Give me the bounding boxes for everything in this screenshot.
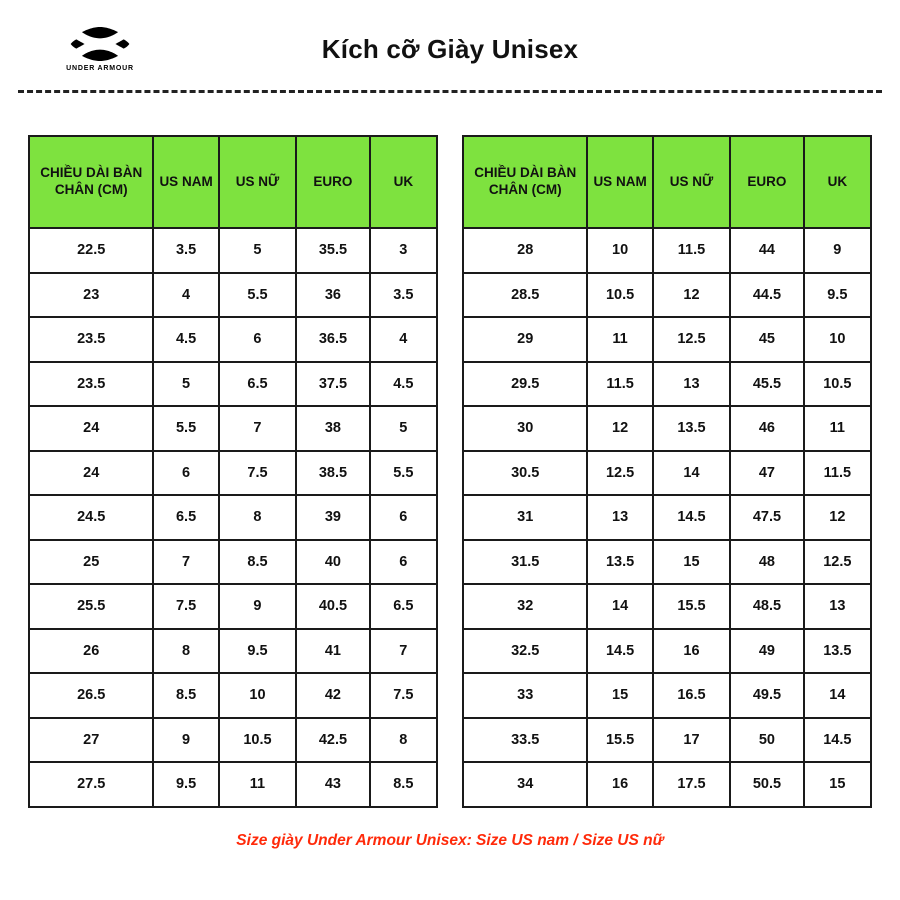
cell-euro: 41	[296, 629, 369, 674]
table-row	[29, 718, 437, 763]
cell-us-women: 6	[219, 317, 297, 362]
cell-us-women: 13.5	[653, 406, 731, 451]
cell-uk: 15	[804, 762, 871, 807]
cell-us-men: 11.5	[587, 362, 652, 407]
cell-us-women: 11	[219, 762, 297, 807]
cell-foot-length: 27	[29, 718, 153, 763]
cell-foot-length: 24.5	[29, 495, 153, 540]
cell-us-men: 4.5	[153, 317, 218, 362]
table-row	[29, 451, 437, 496]
table-header-row	[463, 136, 871, 228]
cell-us-women: 15	[653, 540, 731, 585]
column-header-us-women: US NỮ	[653, 136, 731, 228]
cell-uk: 5	[370, 406, 437, 451]
cell-euro: 38	[296, 406, 369, 451]
cell-us-men: 7.5	[153, 584, 218, 629]
cell-us-men: 6	[153, 451, 218, 496]
table-row	[29, 673, 437, 718]
cell-foot-length: 33.5	[463, 718, 587, 763]
table-row	[29, 228, 437, 273]
column-header-us-men: US NAM	[153, 136, 218, 228]
column-header-uk: UK	[804, 136, 871, 228]
cell-euro: 40.5	[296, 584, 369, 629]
page-title: Kích cỡ Giày Unisex	[321, 33, 579, 64]
cell-foot-length: 32.5	[463, 629, 587, 674]
cell-euro: 48.5	[730, 584, 803, 629]
cell-uk: 13	[804, 584, 871, 629]
cell-uk: 11	[804, 406, 871, 451]
table-row	[463, 406, 871, 451]
cell-us-women: 17	[653, 718, 731, 763]
cell-us-women: 7	[219, 406, 297, 451]
brand-logo	[40, 26, 160, 72]
cell-us-men: 6.5	[153, 495, 218, 540]
cell-euro: 36.5	[296, 317, 369, 362]
cell-us-women: 8	[219, 495, 297, 540]
table-row	[463, 495, 871, 540]
cell-foot-length: 34	[463, 762, 587, 807]
cell-uk: 8	[370, 718, 437, 763]
cell-euro: 43	[296, 762, 369, 807]
cell-foot-length: 29.5	[463, 362, 587, 407]
cell-us-women: 15.5	[653, 584, 731, 629]
cell-foot-length: 26.5	[29, 673, 153, 718]
cell-us-women: 16	[653, 629, 731, 674]
size-tables-container	[0, 93, 900, 808]
size-table-right	[462, 135, 872, 808]
cell-us-women: 5.5	[219, 273, 297, 318]
cell-us-men: 8.5	[153, 673, 218, 718]
cell-foot-length: 23.5	[29, 317, 153, 362]
cell-euro: 49.5	[730, 673, 803, 718]
cell-euro: 42	[296, 673, 369, 718]
column-header-euro: EURO	[730, 136, 803, 228]
cell-uk: 11.5	[804, 451, 871, 496]
cell-us-women: 6.5	[219, 362, 297, 407]
cell-us-women: 17.5	[653, 762, 731, 807]
column-header-foot-length: CHIỀU DÀI BÀN CHÂN (CM)	[463, 136, 587, 228]
cell-euro: 35.5	[296, 228, 369, 273]
cell-us-women: 16.5	[653, 673, 731, 718]
cell-us-women: 13	[653, 362, 731, 407]
cell-foot-length: 31	[463, 495, 587, 540]
cell-foot-length: 33	[463, 673, 587, 718]
page-header	[0, 0, 900, 80]
cell-us-men: 16	[587, 762, 652, 807]
cell-foot-length: 32	[463, 584, 587, 629]
cell-us-women: 10.5	[219, 718, 297, 763]
cell-euro: 45.5	[730, 362, 803, 407]
cell-us-men: 14.5	[587, 629, 652, 674]
cell-uk: 6	[370, 540, 437, 585]
size-table-left	[28, 135, 438, 808]
cell-uk: 9.5	[804, 273, 871, 318]
cell-uk: 4.5	[370, 362, 437, 407]
cell-uk: 3	[370, 228, 437, 273]
cell-uk: 4	[370, 317, 437, 362]
column-header-us-men: US NAM	[587, 136, 652, 228]
cell-us-men: 12	[587, 406, 652, 451]
table-row	[29, 762, 437, 807]
cell-euro: 49	[730, 629, 803, 674]
table-row	[29, 629, 437, 674]
cell-us-men: 8	[153, 629, 218, 674]
cell-euro: 44	[730, 228, 803, 273]
column-header-foot-length: CHIỀU DÀI BÀN CHÂN (CM)	[29, 136, 153, 228]
table-row	[463, 762, 871, 807]
cell-us-men: 9.5	[153, 762, 218, 807]
cell-us-men: 4	[153, 273, 218, 318]
table-row	[463, 362, 871, 407]
cell-foot-length: 24	[29, 406, 153, 451]
cell-uk: 5.5	[370, 451, 437, 496]
cell-foot-length: 28.5	[463, 273, 587, 318]
cell-us-women: 12	[653, 273, 731, 318]
cell-us-women: 7.5	[219, 451, 297, 496]
cell-uk: 10	[804, 317, 871, 362]
cell-uk: 12.5	[804, 540, 871, 585]
cell-foot-length: 30	[463, 406, 587, 451]
table-row	[29, 406, 437, 451]
cell-euro: 48	[730, 540, 803, 585]
cell-us-women: 14.5	[653, 495, 731, 540]
cell-uk: 12	[804, 495, 871, 540]
cell-us-men: 12.5	[587, 451, 652, 496]
cell-foot-length: 25	[29, 540, 153, 585]
brand-name: UNDER ARMOUR	[66, 65, 134, 72]
cell-us-women: 9.5	[219, 629, 297, 674]
cell-foot-length: 24	[29, 451, 153, 496]
cell-uk: 6	[370, 495, 437, 540]
cell-foot-length: 26	[29, 629, 153, 674]
cell-euro: 42.5	[296, 718, 369, 763]
cell-us-men: 15.5	[587, 718, 652, 763]
cell-euro: 45	[730, 317, 803, 362]
cell-foot-length: 25.5	[29, 584, 153, 629]
footer-note: Size giày Under Armour Unisex: Size US nam / Size US nữ	[236, 832, 664, 849]
cell-us-men: 11	[587, 317, 652, 362]
table-row	[463, 273, 871, 318]
cell-us-men: 3.5	[153, 228, 218, 273]
cell-foot-length: 23	[29, 273, 153, 318]
cell-euro: 39	[296, 495, 369, 540]
table-header-row	[29, 136, 437, 228]
cell-us-women: 9	[219, 584, 297, 629]
column-header-uk: UK	[370, 136, 437, 228]
cell-euro: 44.5	[730, 273, 803, 318]
cell-us-men: 13.5	[587, 540, 652, 585]
table-row	[29, 273, 437, 318]
table-row	[29, 362, 437, 407]
cell-uk: 14	[804, 673, 871, 718]
cell-us-women: 5	[219, 228, 297, 273]
table-row	[463, 629, 871, 674]
table-row	[463, 718, 871, 763]
cell-us-men: 10.5	[587, 273, 652, 318]
column-header-euro: EURO	[296, 136, 369, 228]
table-row	[29, 317, 437, 362]
cell-uk: 8.5	[370, 762, 437, 807]
cell-euro: 36	[296, 273, 369, 318]
table-row	[29, 495, 437, 540]
cell-foot-length: 30.5	[463, 451, 587, 496]
under-armour-logo-icon	[69, 26, 131, 62]
table-row	[463, 228, 871, 273]
cell-us-women: 11.5	[653, 228, 731, 273]
cell-uk: 13.5	[804, 629, 871, 674]
cell-euro: 47	[730, 451, 803, 496]
cell-uk: 7	[370, 629, 437, 674]
cell-us-men: 14	[587, 584, 652, 629]
table-row	[463, 317, 871, 362]
cell-euro: 40	[296, 540, 369, 585]
table-row	[29, 540, 437, 585]
cell-foot-length: 22.5	[29, 228, 153, 273]
cell-us-women: 10	[219, 673, 297, 718]
cell-euro: 47.5	[730, 495, 803, 540]
cell-us-women: 8.5	[219, 540, 297, 585]
cell-euro: 50.5	[730, 762, 803, 807]
column-header-us-women: US NỮ	[219, 136, 297, 228]
cell-foot-length: 27.5	[29, 762, 153, 807]
cell-euro: 37.5	[296, 362, 369, 407]
cell-us-men: 7	[153, 540, 218, 585]
cell-us-women: 12.5	[653, 317, 731, 362]
cell-uk: 9	[804, 228, 871, 273]
cell-us-men: 10	[587, 228, 652, 273]
cell-us-women: 14	[653, 451, 731, 496]
cell-uk: 7.5	[370, 673, 437, 718]
cell-euro: 46	[730, 406, 803, 451]
cell-uk: 10.5	[804, 362, 871, 407]
cell-foot-length: 23.5	[29, 362, 153, 407]
cell-uk: 3.5	[370, 273, 437, 318]
table-row	[463, 673, 871, 718]
cell-us-men: 15	[587, 673, 652, 718]
cell-us-men: 5.5	[153, 406, 218, 451]
cell-us-men: 5	[153, 362, 218, 407]
cell-euro: 38.5	[296, 451, 369, 496]
table-row	[463, 540, 871, 585]
cell-uk: 14.5	[804, 718, 871, 763]
cell-foot-length: 29	[463, 317, 587, 362]
cell-uk: 6.5	[370, 584, 437, 629]
table-row	[29, 584, 437, 629]
cell-foot-length: 31.5	[463, 540, 587, 585]
table-row	[463, 451, 871, 496]
cell-euro: 50	[730, 718, 803, 763]
table-row	[463, 584, 871, 629]
cell-us-men: 9	[153, 718, 218, 763]
cell-foot-length: 28	[463, 228, 587, 273]
cell-us-men: 13	[587, 495, 652, 540]
